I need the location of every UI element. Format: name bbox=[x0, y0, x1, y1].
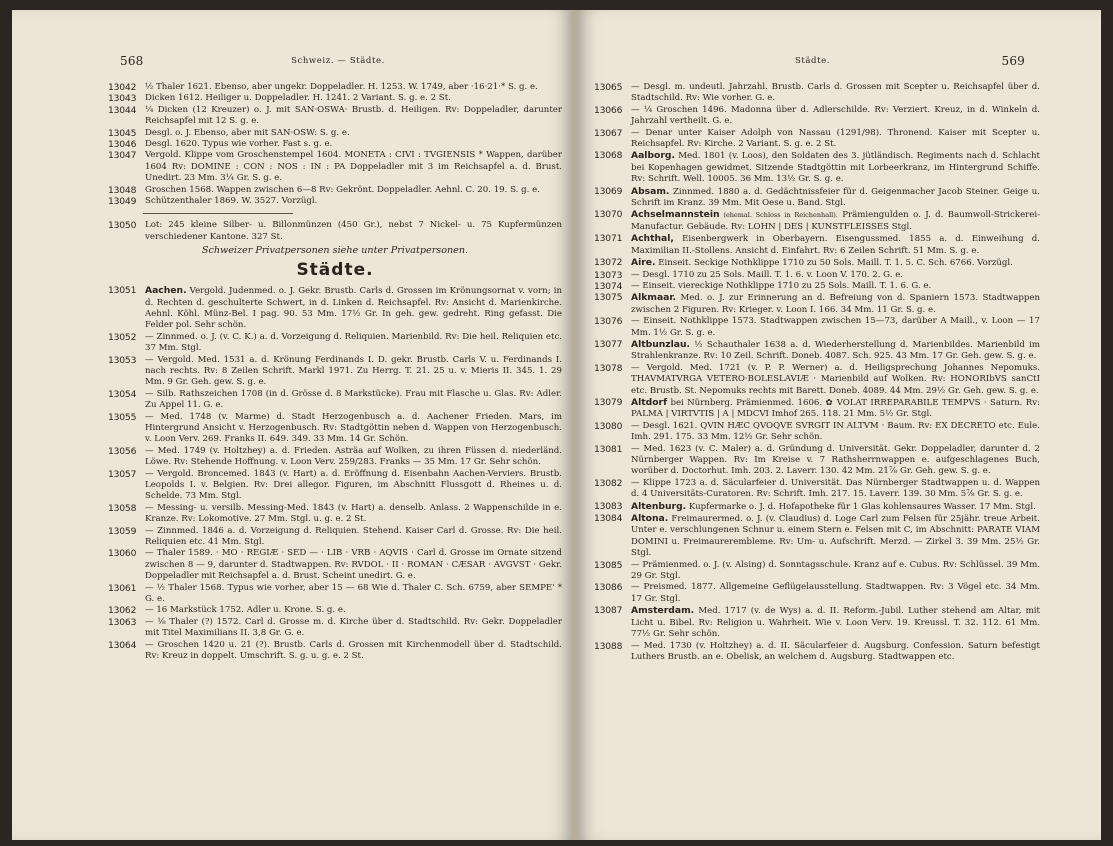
lot-text: — Prämienmed. o. J. (v. Alsing) d. Sonntagsschule. Kranz auf e. Cubus. Rv: Schlüssel. 39 Mm. 29 Gr. Stgl. bbox=[631, 559, 1040, 582]
lot-number: 13049 bbox=[108, 196, 137, 208]
lot-text: — Zinnmed. o. J. (v. C. K.) a. d. Vorzeigung d. Reliquien. Marienbild. Rv: Die heil. Reliquien etc. 37 Mm. Stgl. bbox=[145, 331, 562, 354]
lot-text: ½ Thaler 1621. Ebenso, aber ungekr. Doppeladler. H. 1253. W. 1749, aber ·16·21·* S. g. e. bbox=[145, 82, 538, 92]
catalogue-entry bbox=[108, 128, 562, 139]
catalogue-entry bbox=[108, 332, 562, 355]
lot-text: — Desgl. 1710 zu 25 Sols. Maill. T. 1. 6. v. Loon V. 170. 2. G. e. bbox=[631, 269, 904, 280]
lot-text: — Klippe 1723 a. d. Säcularfeier d. Universität. Das Nürnberger Stadtwappen u. d. Wappen d. 4 Universitäts-Curatoren. Rv: Schrift. Imh. 217. 15. Laverr. 139. 30 Mm. 5⅞ Gr. S. g. e. bbox=[631, 477, 1040, 500]
catalogue-entry bbox=[594, 641, 1040, 664]
catalogue-entry bbox=[108, 220, 562, 243]
place-name: Achselmannstein bbox=[631, 209, 720, 221]
lot-number: 13071 bbox=[594, 233, 623, 245]
place-name: Altdorf bbox=[631, 396, 668, 408]
lot-number: 13069 bbox=[594, 185, 623, 197]
lot-description bbox=[145, 355, 562, 389]
lot-text: — Einseit. Nothklippe 1573. Stadtwappen zwischen 15—73, darüber A Maill., v. Loon — 17 Mm. 1½ Gr. S. g. e. bbox=[631, 316, 1040, 338]
lot-description bbox=[145, 196, 562, 207]
place-name: Aalborg. bbox=[631, 150, 675, 162]
lot-number: 13074 bbox=[594, 280, 623, 292]
lot-description bbox=[631, 339, 1040, 363]
catalogue-entry bbox=[594, 233, 1040, 257]
lot-number: 13060 bbox=[108, 548, 137, 560]
place-name: Achthal, bbox=[631, 233, 674, 245]
catalogue-entry bbox=[594, 397, 1040, 421]
lot-text: — Vergold. Med. 1721 (v. P. P. Werner) a. d. Heiligsprechung Johannes Nepomuks. THAVMATVRGA VETERO·BOLESLAVIÆ · Marienbild auf Wolken. Rv: HONORIbVS sanCtI etc. Brustb. St. Nepomuks rechts mit Barett. Doneb. 4089. 44 Mm. 29½ Gr. Geh. gew. S. g. e. bbox=[631, 362, 1040, 396]
catalogue-entry bbox=[108, 389, 562, 412]
catalogue-entry bbox=[594, 128, 1040, 151]
lot-text: Vergold. Judenmed. o. J. Gekr. Brustb. Carls d. Grossen im Krönungsornat v. vorn; in d. Rechten d. geschulterte Schwert, in d. Linken d. Reichsapfel. Rv: Ansicht d. Marienkirche. Aehnl. Köhl. Münz-Bel. I pag. 90. 53 Mm. 17½ Gr. In geh. gew. gedreht. Ring gefasst. Die Felder pol. Sehr schön. bbox=[145, 286, 562, 331]
section-heading: Städte. bbox=[296, 259, 374, 280]
lot-number: 13062 bbox=[108, 605, 137, 617]
catalogue-entry bbox=[594, 605, 1040, 640]
catalogue-entry bbox=[594, 270, 1040, 281]
lot-number: 13047 bbox=[108, 150, 137, 162]
catalogue-entry bbox=[594, 316, 1040, 339]
lot-description bbox=[631, 209, 1040, 233]
lot-description bbox=[145, 605, 562, 616]
lot-description bbox=[631, 641, 1040, 664]
lot-number: 13080 bbox=[594, 420, 623, 432]
lot-description bbox=[631, 281, 1040, 292]
catalogue-entry bbox=[108, 185, 562, 196]
lot-number: 13077 bbox=[594, 338, 623, 350]
lot-text: Groschen 1568. Wappen zwischen 6—8 Rv: Gekrönt. Doppeladler. Aehnl. C. 20. 19. S. g. e. bbox=[145, 184, 540, 195]
lot-description bbox=[145, 285, 562, 332]
lot-description: Lot: 245 kleine Silber- u. Billonmünzen (450 Gr.), nebst 7 Nickel- u. 75 Kupfermünzen verschiedener Kantone. 327 St. bbox=[145, 220, 562, 242]
place-name: Amsterdam. bbox=[631, 605, 695, 617]
lot-text: Med. 1717 (v. de Wys) a. d. II. Reform.-Jubil. Luther stehend am Altar, mit Licht u. Bibel. Rv: Religion u. Wahrheit. Wie v. Loon Verv. 19. Kreussl. T. 32. 112. 61 Mm. 77½ Gr. Sehr schön. bbox=[631, 606, 1040, 640]
lot-text: ¼ Dicken (12 Kreuzer) o. J. mit SAN·OSWA· Brustb. d. Heiligen. Rv: Doppeladler, darunter Reichsapfel mit 12 S. g. e. bbox=[145, 104, 562, 127]
lot-text: — Preismed. 1877. Allgemeine Geflügelausstellung. Stadtwappen. Rv: 3 Vögel etc. 34 Mm. 17 Gr. Stgl. bbox=[631, 582, 1040, 604]
catalogue-entry bbox=[594, 150, 1040, 185]
catalogue-entry bbox=[108, 446, 562, 469]
lot-text: ½ Schauthaler 1638 a. d. Wiederherstellung d. Marienbildes. Marienbild im Strahlenkranze. Rv: 10 Zeil. Schrift. Doneb. 4087. Sch. 925. 43 Mm. 17 Gr. Geh. gew. S. g. e. bbox=[631, 339, 1040, 362]
lot-text: Med. 1801 (v. Loos), den Soldaten des 3. jütländisch. Regiments nach d. Schlacht bei Kopenhagen gewidmet. Sitzende Stadtgöttin mit Lorbeerkranz, im Hintergrund Schiffe. Rv: Schrift. Well. 10005. 36 Mm. 13½ Gr. S. g. e. bbox=[631, 151, 1040, 185]
lot-description bbox=[631, 128, 1040, 151]
left-page bbox=[12, 10, 572, 840]
lot-number: 13067 bbox=[594, 127, 623, 139]
catalogue-entry bbox=[108, 605, 562, 616]
lot-text: — Med. 1749 (v. Holtzhey) a. d. Frieden. Asträa auf Wolken, zu ihren Füssen d. niederländ. Löwe. Rv: Stehende Hoffnung. v. Loon Verv. 259/283. Franks — 35 Mm. 17 Gr. Sehr schön. bbox=[145, 445, 562, 468]
place-name: Altenburg. bbox=[631, 500, 687, 512]
lot-description bbox=[145, 150, 562, 184]
lot-text: — ⅛ Thaler (?) 1572. Carl d. Grosse m. d. Kirche über d. Stadtschild. Rv: Gekr. Doppeladler mit Titel Maximilians II. 3,8 Gr. G. e. bbox=[145, 616, 562, 639]
lot-description bbox=[145, 640, 562, 663]
lot-number: 13057 bbox=[108, 468, 137, 480]
lot-number: 13055 bbox=[108, 411, 137, 423]
catalogue-entry bbox=[594, 292, 1040, 316]
catalogue-entry bbox=[594, 281, 1040, 292]
lot-number: 13050 bbox=[108, 220, 137, 232]
place-name: Alkmaar. bbox=[631, 292, 677, 304]
catalogue-entry bbox=[594, 501, 1040, 513]
lot-text: Freimaurermed. o. J. (v. Claudius) d. Loge Carl zum Felsen für 25jähr. treue Arbeit. Unter e. verschlungenen Schnur u. einem Stern e. Felsen mit C, im Abschnitt: PARATE VIAM DOMINI u. Freimaurerembleme. Rv: Um- u. Aufschrift. Merzd. — Zirkel 3. 39 Mm. 25½ Gr. Stgl. bbox=[631, 514, 1040, 559]
lot-text: Desgl. o. J. Ebenso, aber mit SAN·OSW: S. g. e. bbox=[145, 127, 350, 138]
lot-number: 13073 bbox=[594, 269, 623, 281]
place-name: Altbunzlau. bbox=[631, 338, 691, 350]
catalogue-entry bbox=[594, 513, 1040, 560]
lot-number: 13063 bbox=[108, 616, 137, 628]
lot-text: — Desgl. m. undeutl. Jahrzahl. Brustb. Carls d. Grossen mit Scepter u. Reichsapfel über d. Stadtschild. Rv: Wie vorher. G. e. bbox=[631, 82, 1040, 104]
lot-text: — Zinnmed. 1846 a. d. Vorzeigung d. Reliquien. Stehend. Kaiser Carl d. Grosse. Rv: Die heil. Reliquien etc. 41 Mm. Stgl. bbox=[145, 525, 562, 548]
lot-text: — Einseit. viereckige Nothklippe 1710 zu 25 Sols. Maill. T. 1. 6. G. e. bbox=[631, 280, 932, 291]
lot-description bbox=[145, 389, 562, 412]
lot-number: 13044 bbox=[108, 104, 137, 116]
lot-description bbox=[145, 82, 562, 93]
lot-description bbox=[631, 233, 1040, 257]
lot-number: 13064 bbox=[108, 639, 137, 651]
place-name: Absam. bbox=[631, 185, 670, 197]
lot-text: Schützenthaler 1869. W. 3527. Vorzügl. bbox=[145, 196, 318, 207]
lot-text: — 16 Markstück 1752. Adler u. Krone. S. g. e. bbox=[145, 605, 346, 616]
catalogue-entry bbox=[108, 548, 562, 582]
running-title: Schweiz. — Städte. bbox=[291, 56, 385, 66]
lot-number: 13075 bbox=[594, 292, 623, 304]
lot-text: Eisenbergwerk in Oberbayern. Eisengussmed. 1855 a. d. Einweihung d. Maximilian II.-Stollens. Ansicht d. Einfahrt. Rv: 6 Zeilen Schrift. 51 Mm. S. g. e. bbox=[631, 234, 1040, 256]
right-column bbox=[594, 82, 1040, 663]
lot-description bbox=[145, 139, 562, 150]
catalogue-entry bbox=[108, 355, 562, 389]
lot-description bbox=[631, 560, 1040, 583]
lot-description bbox=[631, 397, 1040, 421]
catalogue-entry bbox=[594, 560, 1040, 583]
lot-description bbox=[631, 582, 1040, 605]
catalogue-entry bbox=[108, 640, 562, 663]
lot-text: Kupfermarke o. J. d. Hofapotheke für 1 Glas kohlensaures Wasser. 17 Mm. Stgl. bbox=[686, 501, 1036, 512]
catalogue-entry bbox=[108, 583, 562, 606]
lot-text: — Groschen 1420 u. 21 (?). Brustb. Carls d. Grossen mit Kirchenmodell über d. Stadtschild. Rv: Kreuz in doppelt. Umschrift. S. g. u. g. e. 2 St. bbox=[145, 639, 562, 662]
lot-text: — Med. 1748 (v. Marme) d. Stadt Herzogenbusch a. d. Aachener Frieden. Mars, im Hintergrund Ansicht v. Herzogenbusch. Rv: Stadtgöttin neben d. Wappen von Herzogenbusch. v. Loon Verv. 269. Franks II. 649. 349. 33 Mm. 14 Gr. Schön. bbox=[145, 411, 562, 445]
lot-description bbox=[631, 513, 1040, 560]
lot-description bbox=[631, 82, 1040, 105]
lot-number: 13051 bbox=[108, 285, 137, 297]
lot-number: 13070 bbox=[594, 209, 623, 221]
catalogue-entry bbox=[108, 105, 562, 128]
page-number: 569 bbox=[1001, 54, 1025, 68]
lot-description bbox=[631, 186, 1040, 210]
lot-text: — Desgl. 1621. QVIN HÆC QVOQVE SVRGIT IN ALTVM · Baum. Rv: EX DECRETO etc. Eule. Imh. 291. 175. 33 Mm. 12½ Gr. Sehr schön. bbox=[631, 420, 1040, 443]
lot-text: — Messing- u. versilb. Messing-Med. 1843 (v. Hart) a. denselb. Anlass. 2 Wappenschilde in e. Kranze. Rv: Lokomotive. 27 Mm. Stgl. u. g. e. 2 St. bbox=[145, 502, 562, 525]
lot-description bbox=[631, 257, 1040, 269]
lot-description bbox=[631, 292, 1040, 316]
lot-text: Zinnmed. 1880 a. d. Gedächtnissfeier für d. Geigenmacher Jacob Steiner. Geige u. Schrift im Kranz. 39 Mm. Mit Oese u. Band. Stgl. bbox=[631, 186, 1040, 209]
lot-number: 13059 bbox=[108, 525, 137, 537]
catalogue-entry bbox=[594, 582, 1040, 605]
lot-number: 13086 bbox=[594, 582, 623, 594]
lot-number: 13072 bbox=[594, 257, 623, 269]
lot-text: — Med. 1623 (v. C. Maler) a. d. Gründung d. Universität. Gekr. Doppeladler, darunter d. 2 Nürnberger Wappen. Rv: Im Kreise v. 7 Rathsherrnwappen e. aufgeschlagenes Buch, worüber d. Doctorhut. Imh. 203. 2. Laverr. 130. 42 Mm. 21⅞ Gr. Geh. gew. S. g. e. bbox=[631, 443, 1040, 477]
lot-number: 13087 bbox=[594, 605, 623, 617]
lot-text: — Silb. Rathszeichen 1708 (in d. Grösse d. 8 Markstücke). Frau mit Flasche u. Glas. Rv: Adler. Zu Appel 11. G. e. bbox=[145, 388, 562, 411]
lot-text: Vergold. Klippe vom Groschenstempel 1604. MONETA : CIVI : TVGIENSIS * Wappen, darüber 1604 Rv: DOMINE : CON : NOS : IN : PA Doppeladler mit 3 im Reichsapfel a. d. Brust. Unedirt. 23 Mm. 3¼ Gr. S. g. e. bbox=[145, 150, 562, 184]
lot-description bbox=[631, 105, 1040, 128]
lot-description bbox=[145, 617, 562, 640]
book-spread bbox=[12, 10, 1101, 840]
lot-number: 13054 bbox=[108, 388, 137, 400]
lot-number: 13048 bbox=[108, 184, 137, 196]
lot-number: 13042 bbox=[108, 82, 137, 93]
lot-number: 13079 bbox=[594, 396, 623, 408]
lot-description bbox=[631, 363, 1040, 397]
catalogue-entry bbox=[108, 150, 562, 184]
lot-number: 13053 bbox=[108, 354, 137, 366]
catalogue-entry bbox=[108, 285, 562, 332]
catalogue-entry bbox=[594, 257, 1040, 269]
catalogue-entry bbox=[108, 503, 562, 526]
lot-number: 13061 bbox=[108, 582, 137, 594]
lot-text: — Denar unter Kaiser Adolph von Nassau (1291/98). Thronend. Kaiser mit Scepter u. Reichsapfel. Rv: Kirche. 2 Variant. S. g. e. 2 St. bbox=[631, 127, 1040, 150]
lot-description bbox=[145, 446, 562, 469]
lot-number: 13045 bbox=[108, 127, 137, 139]
left-column bbox=[108, 82, 562, 663]
catalogue-entry bbox=[594, 209, 1040, 233]
lot-description bbox=[631, 444, 1040, 478]
lot-description bbox=[145, 128, 562, 139]
catalogue-entry bbox=[108, 93, 562, 104]
lot-description bbox=[631, 421, 1040, 444]
lot-description bbox=[145, 332, 562, 355]
lot-number: 13083 bbox=[594, 500, 623, 512]
catalogue-entry bbox=[108, 412, 562, 446]
catalogue-entry bbox=[108, 526, 562, 549]
lot-text: Desgl. 1620. Typus wie vorher. Fast s. g. e. bbox=[145, 139, 333, 150]
lot-description bbox=[631, 150, 1040, 185]
running-title: Städte. bbox=[794, 56, 831, 66]
lot-number: 13052 bbox=[108, 331, 137, 343]
catalogue-entry bbox=[108, 82, 562, 93]
lot-number: 13056 bbox=[108, 445, 137, 457]
lot-text: Dicken 1612. Heiliger u. Doppeladler. H. 1241. 2 Variant. S. g. e. 2 St. bbox=[145, 93, 451, 104]
catalogue-entry bbox=[594, 363, 1040, 397]
lot-text: — ½ Thaler 1568. Typus wie vorher, aber 15 — 68 Wie d. Thaler C. Sch. 6759, aber SEMPE' * G. e. bbox=[145, 582, 562, 605]
lot-text: — Vergold. Broncemed. 1843 (v. Hart) a. d. Eröffnung d. Eisenbahn Aachen-Verviers. Brustb. Leopolds I. v. Belgien. Rv: Drei allegor. Figuren, im Abschnitt Flussgott d. Rheines u. d. Schelde. 73 Mm. Stgl. bbox=[145, 468, 562, 502]
place-name: Aachen. bbox=[145, 285, 187, 297]
lot-description bbox=[145, 526, 562, 549]
catalogue-entry bbox=[108, 139, 562, 150]
page-number: 568 bbox=[120, 54, 144, 68]
catalogue-entry bbox=[594, 186, 1040, 210]
lot-text: Med. o. J. zur Erinnerung an d. Befreiung von d. Spaniern 1573. Stadtwappen zwischen 2 Figuren. Rv: Krieger. v. Loon I. 166. 34 Mm. 11 Gr. S. g. e. bbox=[631, 293, 1040, 315]
lot-text: Einseit. Seckige Nothklippe 1710 zu 50 Sols. Maill. T. 1. 5. C. Sch. 6766. Vorzügl. bbox=[655, 258, 1013, 269]
lot-number: 13088 bbox=[594, 640, 623, 652]
lot-description bbox=[631, 605, 1040, 640]
lot-description bbox=[145, 412, 562, 446]
place-note: (ehemal. Schloss in Reichenhall). bbox=[719, 211, 838, 220]
catalogue-entry bbox=[594, 105, 1040, 128]
catalogue-entry bbox=[594, 339, 1040, 363]
lot-text: — Vergold. Med. 1531 a. d. Krönung Ferdinands I. D. gekr. Brustb. Carls V. u. Ferdinands I. nach rechts. Rv: 8 Zeilen Schrift. Markl 1971. Zu Herrg. T. 21. 25 u. v. Mieris II. 345. 1. 29 Mm. 9 Gr. Geh. gew. S. g. e. bbox=[145, 354, 562, 388]
lot-number: 13084 bbox=[594, 513, 623, 525]
catalogue-entry bbox=[594, 421, 1040, 444]
lot-description bbox=[631, 478, 1040, 501]
lot-description bbox=[145, 503, 562, 526]
lot-number: 13066 bbox=[594, 104, 623, 116]
lot-text: bei Nürnberg. Prämienmed. 1606. ✿ VOLAT IRREPARABILE TEMPVS · Saturn. Rv: PALMA | VIRTVTIS | A | MDCVI Imhof 265. 118. 21 Mm. 5½ Gr. Stgl. bbox=[631, 397, 1040, 420]
lot-description bbox=[631, 501, 1040, 513]
lot-description bbox=[631, 270, 1040, 281]
divider bbox=[143, 213, 293, 214]
lot-number: 13076 bbox=[594, 316, 623, 328]
lot-number: 13068 bbox=[594, 150, 623, 162]
lot-description bbox=[145, 548, 562, 582]
catalogue-entry bbox=[108, 469, 562, 503]
lot-text: — Med. 1730 (v. Holtzhey) a. d. II. Säcularfeier d. Augsburg. Confession. Saturn befestigt Luthers Brustb. an e. Obelisk, an welchem d. Augsburg. Stadtwappen etc. bbox=[631, 640, 1040, 662]
cross-reference-note: Schweizer Privatpersonen siehe unter Privatpersonen. bbox=[201, 245, 469, 257]
catalogue-entry bbox=[108, 196, 562, 207]
lot-description bbox=[145, 469, 562, 503]
right-page bbox=[578, 10, 1101, 840]
lot-number: 13043 bbox=[108, 93, 137, 105]
lot-text: — Thaler 1589. · MO · REGIÆ · SED — · LIB · VRB · AQVIS · Carl d. Grosse im Ornate sitzend zwischen 8 — 9, darunter d. Stadtwappen. Rv: RVDOL · II · ROMAN · CÆSAR · AVGVST · Gekr. Doppeladler mit Reichsapfel a. d. Brust. Scheint unedirt. G. e. bbox=[145, 548, 562, 582]
lot-number: 13082 bbox=[594, 477, 623, 489]
lot-number: 13065 bbox=[594, 82, 623, 93]
lot-text: Prämiengulden o. J. d. Baumwoll-Strickerei-Manufactur. Gebäude. Rv: LOHN | DES | KUNSTFLEISSES Stgl. bbox=[631, 210, 1041, 232]
place-name: Aire. bbox=[631, 257, 656, 269]
lot-description bbox=[145, 105, 562, 128]
lot-description bbox=[631, 316, 1040, 339]
lot-number: 13081 bbox=[594, 443, 623, 455]
lot-number: 13085 bbox=[594, 559, 623, 571]
place-name: Altona. bbox=[631, 513, 669, 525]
lot-text: — ¼ Groschen 1496. Madonna über d. Adlerschilde. Rv: Verziert. Kreuz, in d. Winkeln d. Jahrzahl vertheilt. G. e. bbox=[631, 104, 1040, 127]
catalogue-entry bbox=[594, 478, 1040, 501]
catalogue-entry bbox=[594, 444, 1040, 478]
catalogue-entry bbox=[594, 82, 1040, 105]
lot-number: 13046 bbox=[108, 139, 137, 151]
lot-number: 13058 bbox=[108, 502, 137, 514]
lot-description bbox=[145, 583, 562, 606]
lot-description bbox=[145, 185, 562, 196]
lot-number: 13078 bbox=[594, 362, 623, 374]
catalogue-entry bbox=[108, 617, 562, 640]
lot-description bbox=[145, 93, 562, 104]
